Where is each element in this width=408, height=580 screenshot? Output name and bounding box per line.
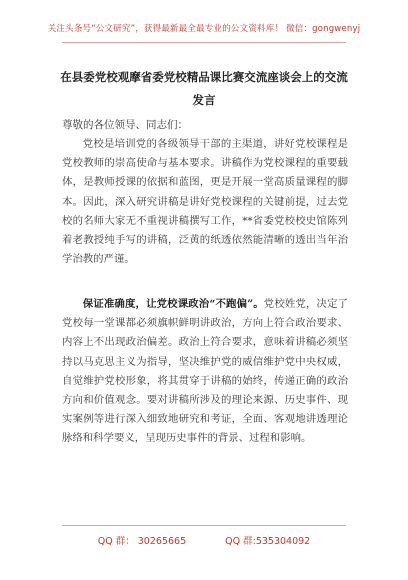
header-divider (62, 42, 346, 43)
footer-qq-group-2: QQ 群:535304092 (225, 536, 311, 547)
footer-qq-group-1: QQ 群： 30265665 (97, 536, 187, 547)
document-title-line1: 在县委党校观摩省委党校精品课比赛交流座谈会上的交流 (60, 70, 348, 84)
paragraph-2-lead: 保证准确度，让党校课政治“不跑偏”。 (82, 298, 264, 310)
footer-divider (62, 525, 346, 526)
footer (0, 533, 408, 547)
paragraph-2 (62, 295, 348, 449)
header-banner: 关注头条号“公文研究”，获得最新最全最专业的公文资料库！ 微信：gongwenyj (47, 24, 361, 34)
salutation: 尊敬的各位领导、同志们： (62, 119, 188, 131)
document-title-line2: 发言 (192, 93, 216, 107)
paragraph-2-text: 党校姓党，决定了党校每一堂课都必须旗帜鲜明讲政治，方向上符合政治要求、内容上不出现政治偏差。政治上符合要求，意味着讲稿必须坚持以马克思主义为指导，坚决维护党的威信维护党中央权威，自觉维护党校形象，将其贯穿于讲稿的始终，传递正确的政治方向和价值观念。要对讲稿所涉及的理论来源、历史事件、现实案例等进行深入细致地研究和考证，全面、客观地讲透理论脉络和科学要义，呈现历史事件的背景、过程和影响。 (62, 298, 349, 445)
paragraph-1: 党校是培训党的各级领导干部的主渠道，讲好党校课程是党校教师的崇高使命与基本要求。讲稿作为党校课程的重要载体，是教师授课的依据和蓝图，更是开展一堂高质量课程的脚本。因此，深入研究讲稿是讲好党校课程的关键前提，过去党校的名师大家无不重视讲稿撰写工作，**省委党校校史馆陈列着老教授纯手写的讲稿，泛黄的纸透依然能清晰的透出当年治学治教的严谨。 (62, 138, 348, 266)
